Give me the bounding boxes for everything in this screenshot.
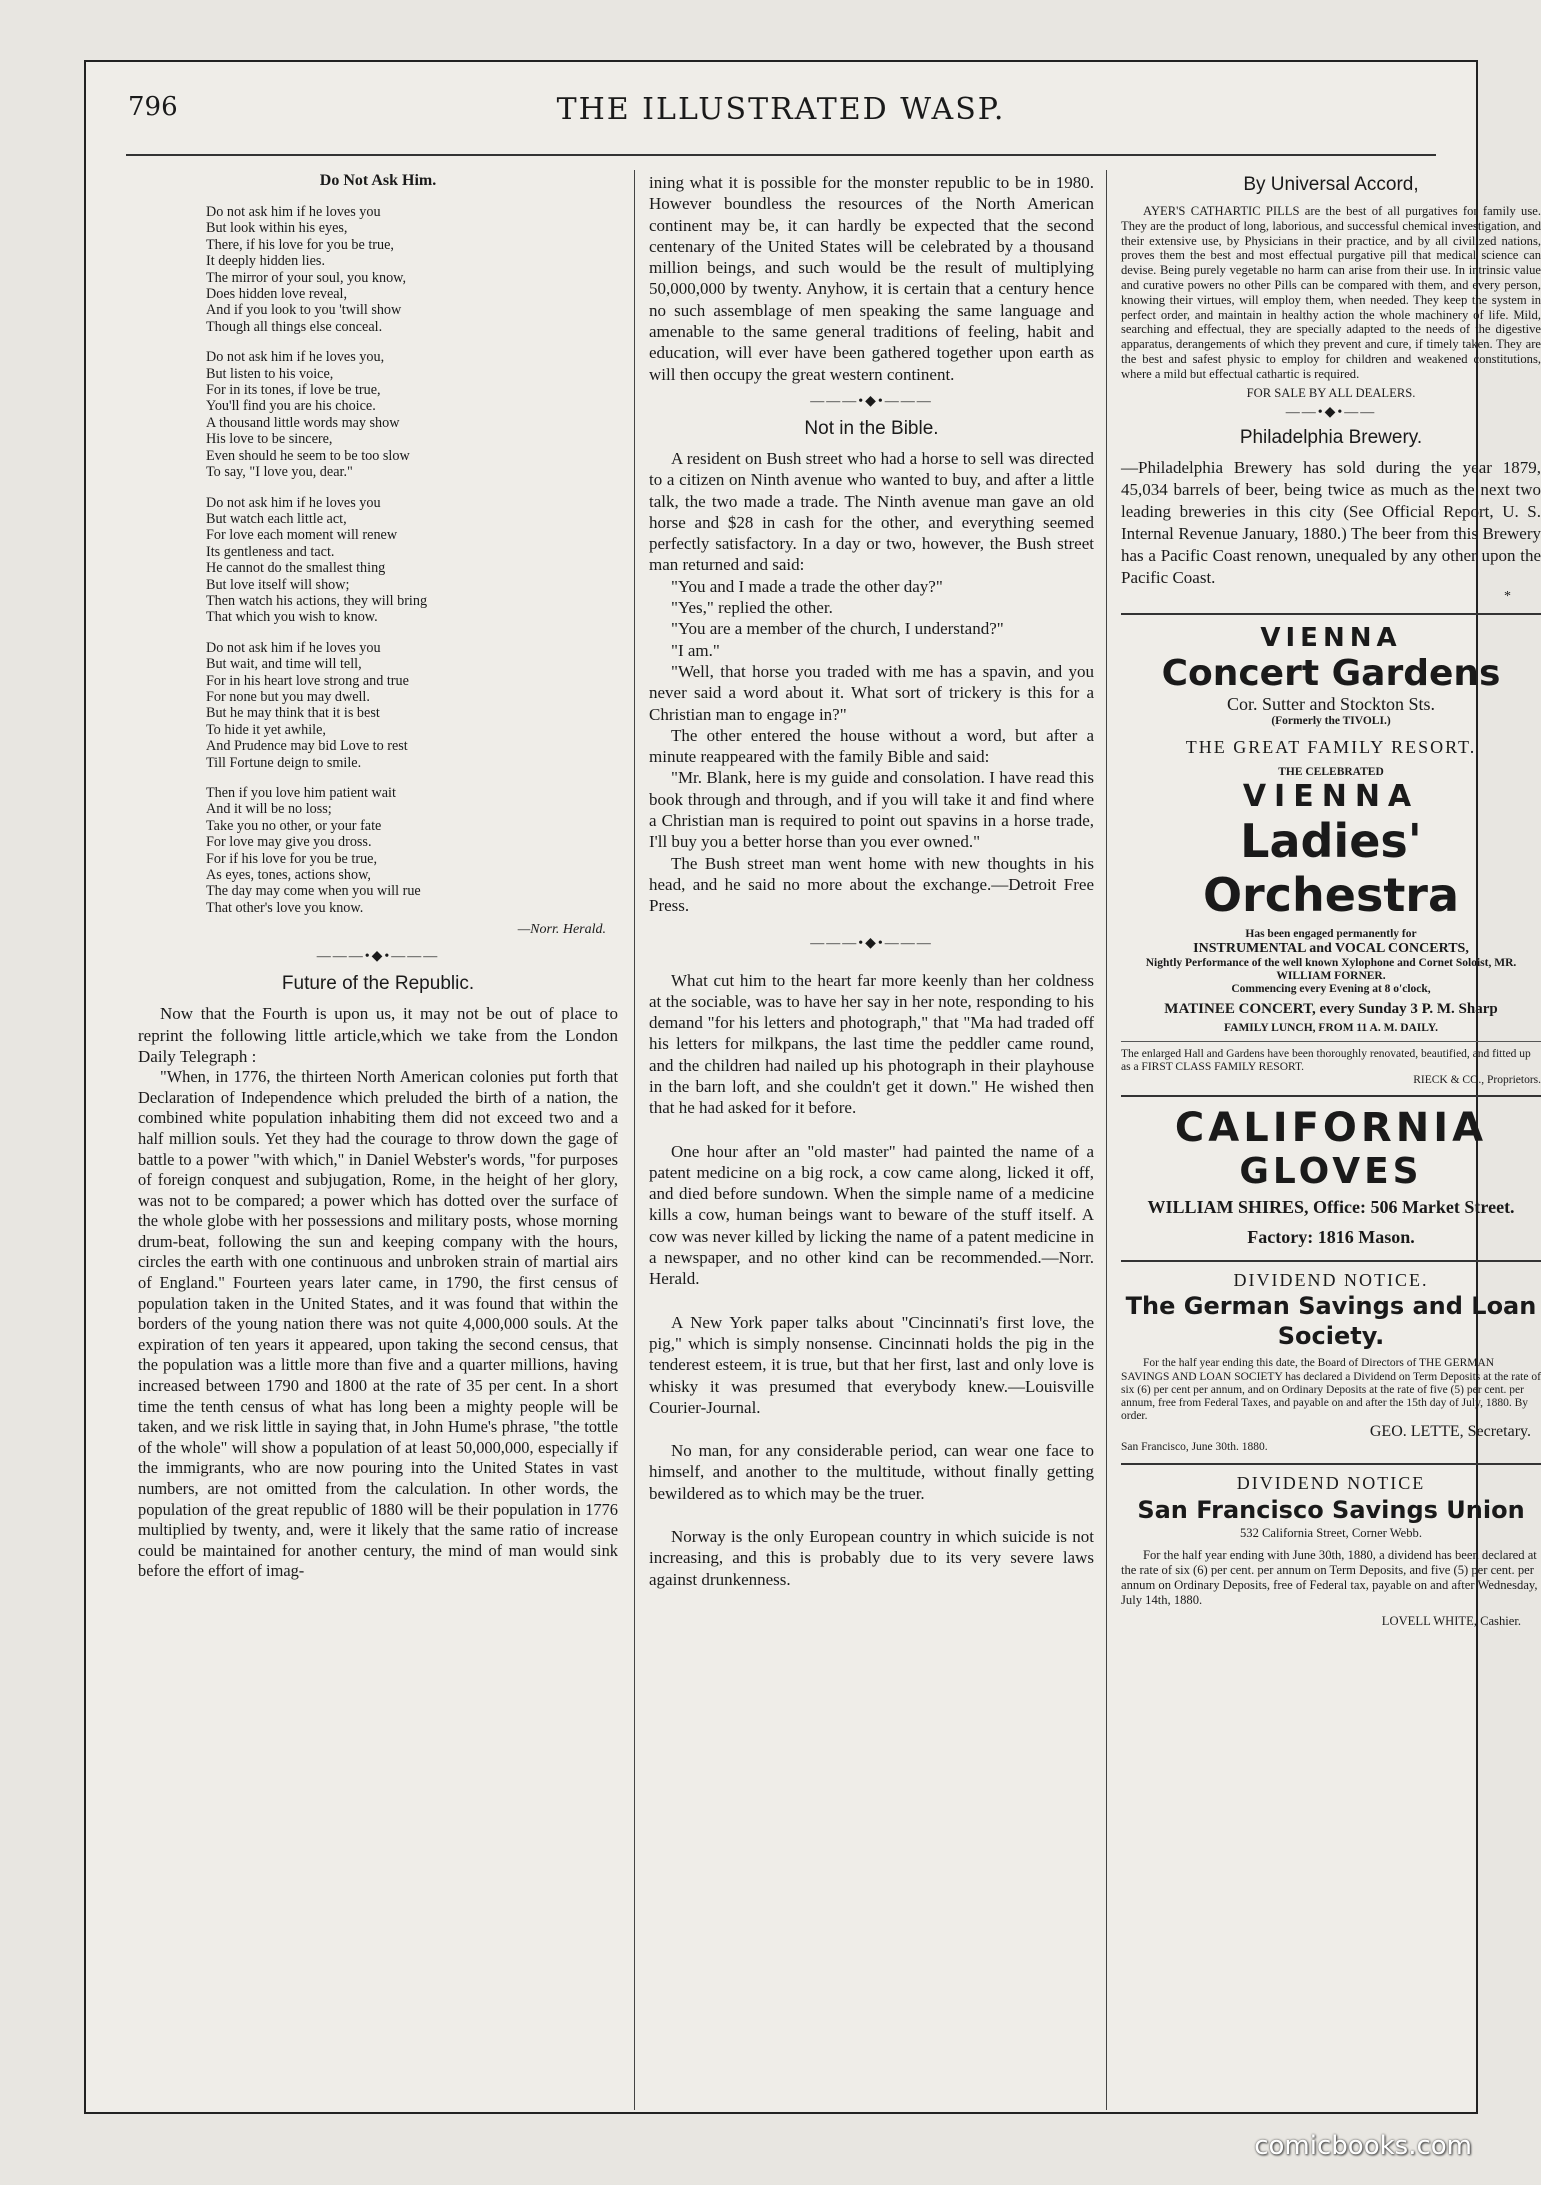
- vienna-title: VIENNA: [1260, 623, 1402, 654]
- german-title: The German Savings and Loan Society.: [1125, 1292, 1537, 1351]
- story-title: Not in the Bible.: [804, 417, 939, 439]
- item-paragraph: Norway is the only European country in which suicide is not increasing, and this is probably due to its very severe laws against drunkenness.: [649, 1527, 1094, 1589]
- story-paragraph: A resident on Bush street who had a horse to sell was directed to a citizen on Ninth avenue who wanted to buy, and after a little talk, the two made a trade. The Ninth avenue man gave an old horse and $28 in cash for the other, and everything seemed perfectly satisfactory. In a day or two, however, the Bush street man returned and said:: [649, 448, 1094, 575]
- ad-body-brewery: —Philadelphia Brewery has sold during the year 1879, 45,034 barrels of beer, being twice as much as the next two leading breweries in this city (See Official Report, U. S. Internal Revenue January, 1880.) The beer from this Brewery has a Pacific Coast renown, unequaled by any other upon the Pacific Coast.: [1121, 458, 1541, 588]
- vienna-enlarged: The enlarged Hall and Gardens have been thoroughly renovated, beautified, and fitted up as a FIRST CLASS FAMILY RESORT.: [1121, 1047, 1531, 1073]
- sf-notice: DIVIDEND NOTICE: [1236, 1472, 1426, 1493]
- column-divider-1: [634, 170, 635, 2110]
- vienna-subtitle: Concert Gardens: [1161, 653, 1501, 695]
- poem-stanza: Do not ask him if he loves you But watch each little act, For love each moment will renew Its gentleness and tact. He cannot do the smallest thing But love itself will show; Then watch his actions, they will bring That which you wish to know.: [206, 494, 428, 626]
- vienna-formerly: (Formerly the TIVOLI.): [1271, 715, 1391, 728]
- story-paragraph: "I am.": [671, 640, 720, 660]
- ad-divider: [1121, 613, 1541, 615]
- german-signer: GEO. LETTE, Secretary.: [1369, 1423, 1531, 1441]
- item-paragraph: A New York paper talks about "Cincinnati's first love, the pig," which is simply nonsense. Cincinnati holds the pig in the tenderest esteem, it is true, but that her first, last and only love is whisky it was presumed that everybody knew.—Louisville Courier-Journal.: [649, 1312, 1094, 1417]
- ad-title-brewery: Philadelphia Brewery.: [1239, 427, 1423, 449]
- lunch-line: FAMILY LUNCH, FROM 11 A. M. DAILY.: [1223, 1021, 1439, 1034]
- story-paragraph: "You and I made a trade the other day?": [671, 576, 943, 596]
- orchestra-engaged: Has been engaged permanently for: [1245, 927, 1417, 940]
- article-paragraph: "When, in 1776, the thirteen North American colonies put forth that Declaration of Independence which preluded the birth of a nation, the combined white population inhabiting them did not exceed two and a half million souls. Yet they had the courage to throw down the gage of battle to a power "with which," in Daniel Webster's words, "for purposes of foreign conquest and subjugation, Rome, in the height of her glory, was not to be compared; a power which has dotted over the surface of the whole globe with her possessions and military posts, whose morning drum-beat, following the sun and keeping company with the hours, circles the earth with one continuous and unbroken strain of martial airs of England." Fourteen years later came, in 1790, the first census of population taken in the United States, and it was found that within the borders of the young nation there was not quite 4,000,000 souls. At the expiration of ten years it appeared, upon taking the second census, that the population was a little more than five and a quarter millions, having increased between 1790 and 1800 at the rate of 35 per cent. In a short time the tenth census of what has long been a mighty people will be taken, and we risk little in saying that, in John Hume's phrase, "the tottle of the whole" will show a population of at least 50,000,000, especially if the immigrants, who are now pouring into the United States in vast numbers, are not omitted from the calculation. In other words, the population of the great republic of 1880 will be their population in 1776 multiplied by twenty, and, were it likely that the same ratio of increase could be maintained for another century, the mind of man would sink before the effort of imag-: [138, 1067, 618, 1581]
- vienna-proprietors: RIECK & CO., Proprietors.: [1413, 1074, 1541, 1087]
- german-body: For the half year ending this date, the Board of Directors of THE GERMAN SAVINGS AND LOAN SOCIETY has declared a Dividend on Term Deposits at the rate of six (6) per cent per annum, and on Ordinary Deposits at the rate of five (5) per cent. per annum, free from Federal Taxes, and payable on and after the 15th day of July, 1880. By order.: [1121, 1357, 1541, 1423]
- newspaper-page: [84, 60, 1541, 2114]
- article-paragraph: Now that the Fourth is upon us, it may not be out of place to reprint the following little article,which we take from the London Daily Telegraph :: [138, 1004, 618, 1066]
- gloves-title: CALIFORNIA: [1174, 1105, 1488, 1152]
- column-1: [138, 172, 618, 1582]
- sf-signer: LOVELL WHITE, Cashier.: [1381, 1613, 1521, 1628]
- vienna-address: Cor. Sutter and Stockton Sts.: [1226, 694, 1435, 715]
- orchestra-nightly: Nightly Performance of the well known Xylophone and Cornet Soloist, MR. WILLIAM FORNER.: [1145, 956, 1517, 983]
- page-header: [86, 92, 1476, 132]
- poem-stanza: Do not ask him if he loves you But wait, and time will tell, For in his heart love strong and true For none but you may dwell. But he may think that it is best To hide it yet awhile, And Prudence may bid Love to rest Till Fortune deign to smile.: [206, 639, 409, 771]
- sf-address: 532 California Street, Corner Webb.: [1239, 1525, 1423, 1540]
- poem-stanza: Do not ask him if he loves you But look within his eyes, There, if his love for you be true, It deeply hidden lies. The mirror of your soul, you know, Does hidden love reveal, And if you look to you 'twill show Though all things else conceal.: [206, 204, 407, 335]
- ad-sale-line: FOR SALE BY ALL DEALERS.: [1246, 385, 1416, 400]
- brewery-star: *: [1504, 589, 1511, 605]
- gloves-address: WILLIAM SHIRES, Office: 506 Market Street. Factory: 1816 Mason.: [1147, 1197, 1515, 1248]
- orchestra-concerts: INSTRUMENTAL and VOCAL CONCERTS,: [1193, 940, 1469, 956]
- ad-body-ayer: AYER'S CATHARTIC PILLS are the best of all purgatives for family use. They are the product of long, laborious, and successful chemical investigation, and their extensive use, by Physicians in their practice, and by all civilized nations, proves them the best and most effectual purgative pill that medical science can devise. Being purely vegetable no harm can arise from their use. In intrinsic value and curative powers no other Pills can be compared with them, and every person, knowing their virtues, will employ them, when needed. They keep the system in perfect order, and maintain in healthy action the whole machinery of life. Mild, searching and effectual, they are specially adapted to the needs of the digestive apparatus, derangements of which they prevent and cure, if timely taken. They are the best and safest physic to employ for children and weakened constitutions, where a mild but effectual cathartic is required.: [1121, 204, 1541, 381]
- poem-stanza: Then if you love him patient wait And it will be no loss; Take you no other, or your fate For love may give you dross. For if his love for you be true, As eyes, tones, actions show, The day may come when you will rue That other's love you know.: [206, 785, 421, 916]
- ad-divider: [1121, 1463, 1541, 1465]
- section-ornament: ———•◆•———: [316, 949, 440, 965]
- orchestra-subtitle: Ladies' Orchestra: [1202, 813, 1460, 922]
- gloves-subtitle: GLOVES: [1239, 1151, 1423, 1193]
- german-date: San Francisco, June 30th. 1880.: [1121, 1441, 1268, 1454]
- item-paragraph: What cut him to the heart far more keenly than her coldness at the sociable, was to have her say in her note, responding to his demand "for his letters and photograph," that "Ma had traded off his letters for milkpans, the last time the peddler came round, and the children had nailed up his photograph in their playhouse in the barn loft, and she couldn't get it down." He wished then that he had asked for it before.: [649, 970, 1094, 1118]
- poem-title: Do Not Ask Him.: [319, 172, 437, 189]
- watermark-text: comicbooks.com: [1254, 2131, 1472, 2161]
- column-divider-2: [1106, 170, 1107, 2110]
- german-notice: DIVIDEND NOTICE.: [1233, 1270, 1429, 1291]
- item-paragraph: One hour after an "old master" had painted the name of a patent medicine on a big rock, a cow came along, licked it off, and died before sundown. When the simple name of a medicine kills a cow, human beings want to beware of the stuff itself. A cow was never killed by licking the name of a patent medicine in a newspaper, and no other kind can be recommended.—Norr. Herald.: [649, 1141, 1094, 1289]
- article-continuation: ining what it is possible for the monster republic to be in 1980. However boundless the resources of the North American continent may be, it can hardly be expected that the second centenary of the United States will be celebrated by a thousand million beings, and such would be the result of multiplying 50,000,000 by twenty. Anyhow, it is certain that a century hence no such assemblage of men speaking the same language and amenable to the same general traditions of feeling, habit and education, will ever have been gathered together upon earth as will then occupy the great western continent.: [649, 173, 1094, 384]
- story-paragraph: The Bush street man went home with new thoughts in his head, and he said no more about the exchange.—Detroit Free Press.: [649, 853, 1094, 916]
- masthead-title: THE ILLUSTRATED WASP.: [556, 92, 1006, 127]
- matinee-line: MATINEE CONCERT, every Sunday 3 P. M. Sharp: [1164, 1000, 1498, 1017]
- vienna-celebrated: THE CELEBRATED: [1278, 765, 1384, 778]
- header-rule: [126, 154, 1436, 156]
- ad-title-ayer: By Universal Accord,: [1243, 174, 1419, 195]
- column-3: [1121, 172, 1541, 1628]
- section-ornament: ——•◆•——: [1285, 405, 1377, 421]
- section-ornament: ———•◆•———: [810, 393, 933, 409]
- story-paragraph: "You are a member of the church, I understand?": [671, 619, 1004, 639]
- ad-divider-thin: [1121, 1041, 1541, 1042]
- orchestra-commencing: Commencing every Evening at 8 o'clock,: [1231, 983, 1431, 996]
- poem-stanza: Do not ask him if he loves you, But listen to his voice, For in its tones, if love be true, You'll find you are his choice. A thousand little words may show His love to be sincere, Even should he seem to be too slow To say, "I love you, dear.": [206, 349, 410, 481]
- story-paragraph: "Mr. Blank, here is my guide and consolation. I have read this book through and through, and if you will take it and find where a Christian man is required to point out spavins in a horse trade, I'll buy you a better horse than you ever owned.": [649, 768, 1094, 852]
- page-number: 796: [128, 92, 178, 122]
- article-title: Future of the Republic.: [281, 973, 475, 995]
- column-2: [649, 172, 1094, 1590]
- section-ornament: ———•◆•———: [810, 935, 933, 951]
- poem-source: —Norr. Herald.: [517, 922, 606, 938]
- story-paragraph: The other entered the house without a word, but after a minute reappeared with the family Bible and said:: [649, 725, 1094, 767]
- story-paragraph: "Yes," replied the other.: [671, 598, 833, 618]
- story-paragraph: "Well, that horse you traded with me has a spavin, and you never said a word about it. What sort of trickery is this for a Christian man to engage in?": [649, 661, 1094, 724]
- orchestra-title: VIENNA: [1242, 778, 1420, 814]
- ad-divider: [1121, 1260, 1541, 1262]
- item-paragraph: No man, for any considerable period, can wear one face to himself, and another to the multitude, without finally getting bewildered as to which may be the truer.: [649, 1441, 1094, 1503]
- sf-title: San Francisco Savings Union: [1137, 1495, 1525, 1524]
- sf-body: For the half year ending with June 30th, 1880, a dividend has been declared at the rate of six (6) per cent. per annum on Term Deposits, and five (5) per cent. per annum on Ordinary Deposits, free of Federal tax, payable on and after Wednesday, July 14th, 1880.: [1121, 1548, 1538, 1607]
- vienna-resort: THE GREAT FAMILY RESORT.: [1185, 736, 1477, 757]
- ad-divider: [1121, 1095, 1541, 1097]
